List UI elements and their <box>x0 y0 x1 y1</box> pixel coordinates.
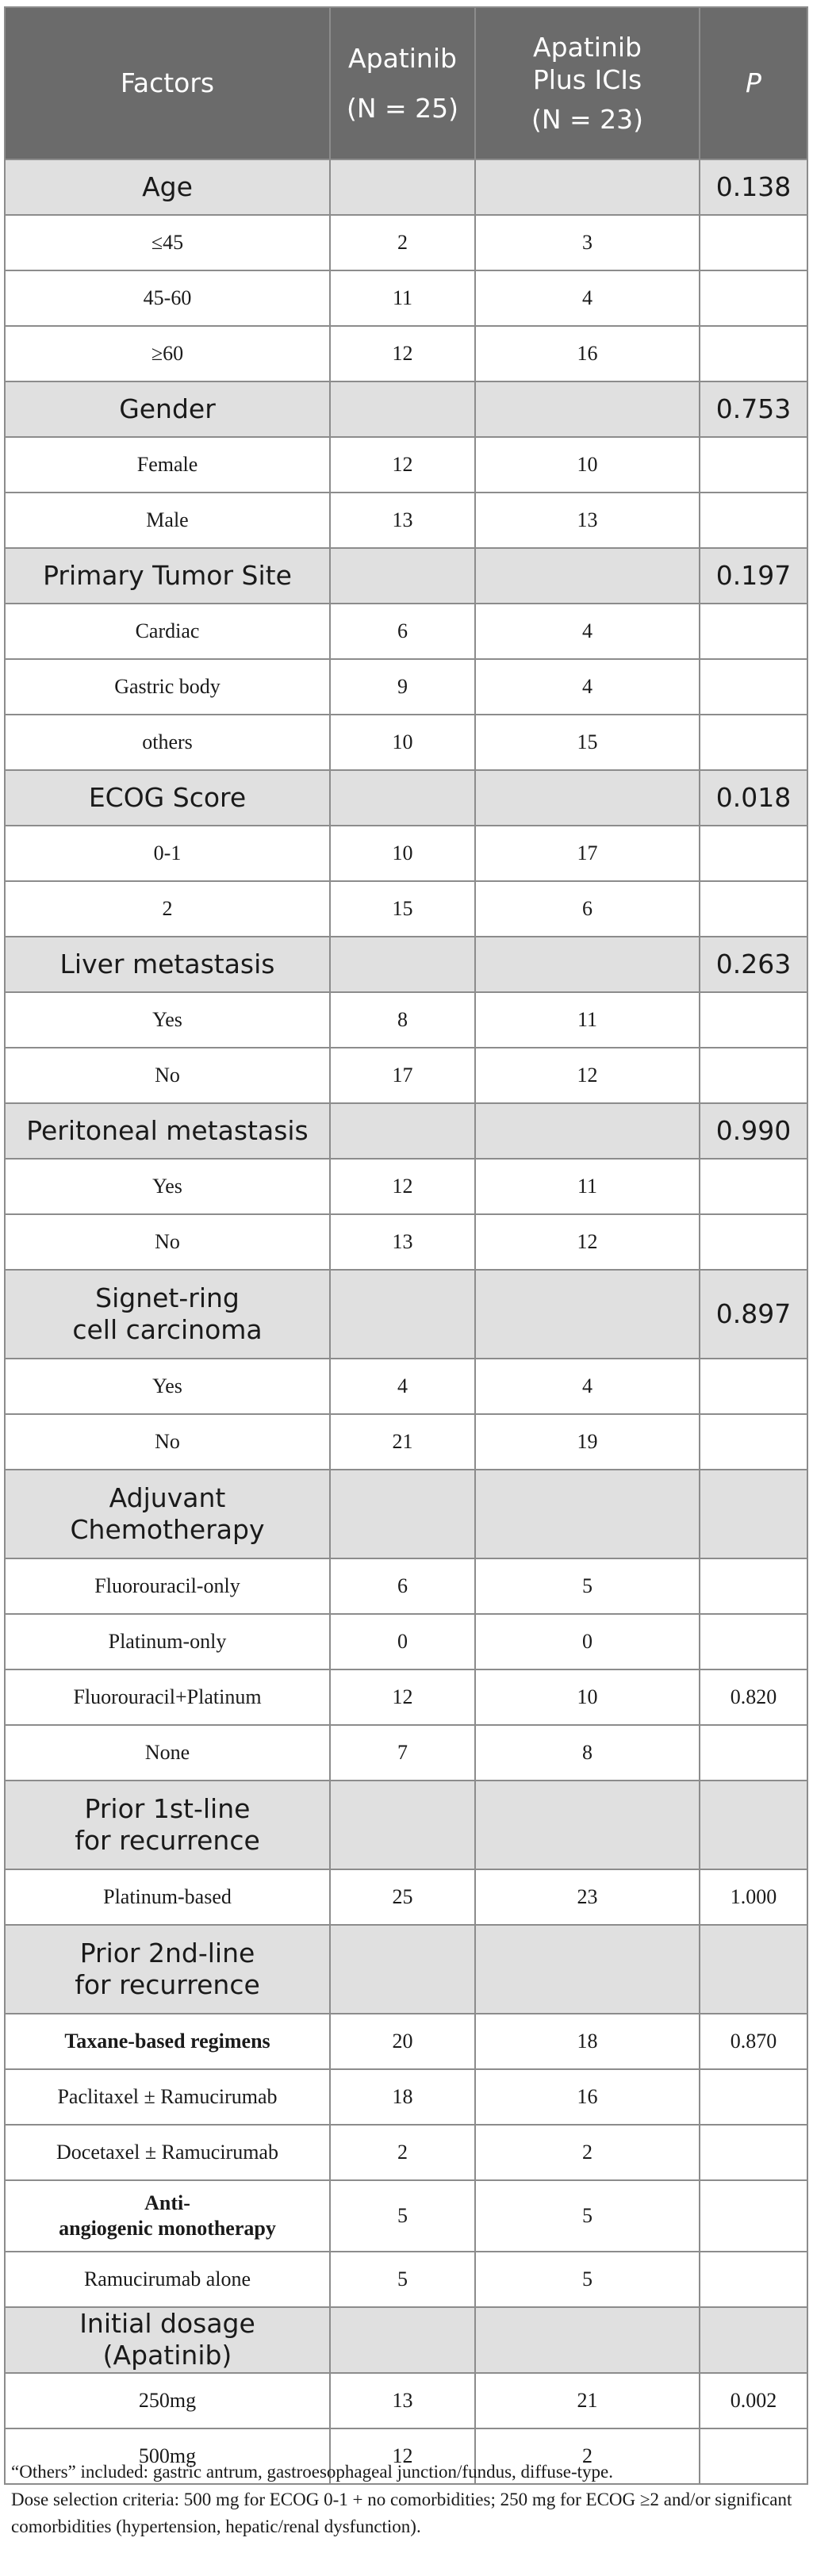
header-apatinib-plus-icis-title-2: Plus ICIs <box>532 64 642 96</box>
table-row <box>5 2252 807 2307</box>
apatinib-count: 13 <box>330 1214 475 1270</box>
apatinib-count: 17 <box>330 1048 475 1103</box>
apatinib-count: 25 <box>330 1869 475 1925</box>
apatinib-plus-icis-count: 3 <box>475 215 700 270</box>
factor-label: 45-60 <box>5 270 330 326</box>
apatinib-plus-icis-count: 11 <box>475 1159 700 1214</box>
section-row <box>5 548 807 604</box>
apatinib-count: 2 <box>330 2125 475 2180</box>
footnote-dose-criteria: Dose selection criteria: 500 mg for ECOG 0-1 + no comorbidities; 250 mg for ECOG ≥2 and/or significant comorbidities (hypertension, hepatic/renal dysfunction). <box>11 2489 792 2536</box>
table-row <box>5 1159 807 1214</box>
factor-label: Yes <box>5 1359 330 1414</box>
p-value <box>700 1781 807 1869</box>
apatinib-plus-icis-count: 17 <box>475 826 700 881</box>
section-label <box>5 1781 330 1869</box>
apatinib-count: 18 <box>330 2069 475 2125</box>
factor-label: Cardiac <box>5 604 330 659</box>
p-value <box>700 1214 807 1270</box>
apatinib-plus-icis-count: 11 <box>475 992 700 1048</box>
apatinib-plus-icis-count: 8 <box>475 1725 700 1781</box>
section-label <box>5 1270 330 1359</box>
section-label <box>5 1925 330 2014</box>
factor-label: 0-1 <box>5 826 330 881</box>
factor-label-line: Adjuvant <box>109 1482 226 1513</box>
factor-label: others <box>5 715 330 770</box>
header-factors: Factors <box>5 7 330 159</box>
table-row <box>5 604 807 659</box>
p-value <box>700 270 807 326</box>
table-row <box>5 659 807 715</box>
section-label: Liver metastasis <box>5 937 330 992</box>
factor-label <box>5 2180 330 2252</box>
p-value: 0.753 <box>700 381 807 437</box>
table-row <box>5 1725 807 1781</box>
footnote-others: “Others” included: gastric antrum, gastroesophageal junction/fundus, diffuse-type. <box>11 2462 613 2482</box>
p-value <box>700 826 807 881</box>
apatinib-plus-icis-count <box>475 159 700 215</box>
apatinib-plus-icis-count: 6 <box>475 881 700 937</box>
p-value <box>700 1558 807 1614</box>
section-row <box>5 770 807 826</box>
p-value: 1.000 <box>700 1869 807 1925</box>
apatinib-count: 12 <box>330 2428 475 2484</box>
apatinib-plus-icis-count: 12 <box>475 1048 700 1103</box>
apatinib-count <box>330 381 475 437</box>
apatinib-count <box>330 1470 475 1558</box>
apatinib-plus-icis-count <box>475 381 700 437</box>
factor-label-line: Prior 1st-line <box>84 1792 251 1824</box>
section-row <box>5 381 807 437</box>
p-value: 0.990 <box>700 1103 807 1159</box>
p-value <box>700 2307 807 2373</box>
factor-label: Yes <box>5 1159 330 1214</box>
apatinib-plus-icis-count <box>475 2307 700 2373</box>
p-value <box>700 326 807 381</box>
apatinib-count: 15 <box>330 881 475 937</box>
apatinib-plus-icis-count: 5 <box>475 2252 700 2307</box>
apatinib-count: 2 <box>330 215 475 270</box>
p-value <box>700 2125 807 2180</box>
apatinib-count <box>330 548 475 604</box>
table-row <box>5 2014 807 2069</box>
apatinib-count <box>330 1103 475 1159</box>
factor-label: Taxane-based regimens <box>5 2014 330 2069</box>
p-value <box>700 1470 807 1558</box>
p-value: 0.002 <box>700 2373 807 2428</box>
apatinib-count: 6 <box>330 1558 475 1614</box>
apatinib-count <box>330 1925 475 2014</box>
p-value <box>700 881 807 937</box>
apatinib-count: 13 <box>330 493 475 548</box>
apatinib-count <box>330 770 475 826</box>
factor-label: Paclitaxel ± Ramucirumab <box>5 2069 330 2125</box>
apatinib-plus-icis-count: 4 <box>475 604 700 659</box>
table-row <box>5 1558 807 1614</box>
apatinib-plus-icis-count: 21 <box>475 2373 700 2428</box>
factor-label: Female <box>5 437 330 493</box>
section-label: Age <box>5 159 330 215</box>
table-row <box>5 1214 807 1270</box>
factor-label: Yes <box>5 992 330 1048</box>
p-value <box>700 1048 807 1103</box>
section-row <box>5 159 807 215</box>
apatinib-count: 11 <box>330 270 475 326</box>
table-row <box>5 2180 807 2252</box>
p-value <box>700 1159 807 1214</box>
factor-label: Platinum-based <box>5 1869 330 1925</box>
p-value <box>700 1725 807 1781</box>
apatinib-count: 13 <box>330 2373 475 2428</box>
apatinib-plus-icis-count <box>475 548 700 604</box>
p-value <box>700 604 807 659</box>
apatinib-count: 12 <box>330 437 475 493</box>
table-row <box>5 1359 807 1414</box>
apatinib-plus-icis-count: 15 <box>475 715 700 770</box>
apatinib-count <box>330 937 475 992</box>
section-row <box>5 2307 807 2373</box>
apatinib-count: 8 <box>330 992 475 1048</box>
factor-label: Docetaxel ± Ramucirumab <box>5 2125 330 2180</box>
p-value <box>700 437 807 493</box>
header-apatinib-n: (N = 25) <box>346 93 459 124</box>
section-label: ECOG Score <box>5 770 330 826</box>
header-apatinib-plus-icis-title-1: Apatinib <box>533 32 642 63</box>
factor-label: Male <box>5 493 330 548</box>
section-label: Initial dosage (Apatinib) <box>5 2307 330 2373</box>
apatinib-count: 5 <box>330 2180 475 2252</box>
table-body <box>5 159 807 2484</box>
apatinib-count <box>330 2307 475 2373</box>
factor-label-line: Chemotherapy <box>70 1514 265 1545</box>
factor-label: No <box>5 1048 330 1103</box>
factor-label: Platinum-only <box>5 1614 330 1669</box>
section-label <box>5 1470 330 1558</box>
factor-label: 250mg <box>5 2373 330 2428</box>
apatinib-plus-icis-count: 2 <box>475 2428 700 2484</box>
factor-label-line: Signet-ring <box>95 1282 240 1313</box>
p-value: 0.263 <box>700 937 807 992</box>
apatinib-count: 6 <box>330 604 475 659</box>
apatinib-plus-icis-count: 10 <box>475 437 700 493</box>
p-value: 0.197 <box>700 548 807 604</box>
apatinib-count: 12 <box>330 326 475 381</box>
table-row <box>5 1048 807 1103</box>
apatinib-count: 5 <box>330 2252 475 2307</box>
section-row <box>5 937 807 992</box>
apatinib-count: 20 <box>330 2014 475 2069</box>
table-row <box>5 881 807 937</box>
factor-label: Ramucirumab alone <box>5 2252 330 2307</box>
p-value <box>700 2069 807 2125</box>
table-row <box>5 2125 807 2180</box>
apatinib-count: 12 <box>330 1159 475 1214</box>
table-row <box>5 493 807 548</box>
section-row <box>5 1925 807 2014</box>
p-value <box>700 1414 807 1470</box>
table-row <box>5 326 807 381</box>
apatinib-plus-icis-count: 16 <box>475 2069 700 2125</box>
header-p-value: P <box>700 7 807 159</box>
apatinib-count <box>330 1270 475 1359</box>
table-row <box>5 270 807 326</box>
table-row <box>5 2069 807 2125</box>
apatinib-plus-icis-count: 10 <box>475 1669 700 1725</box>
apatinib-count: 10 <box>330 715 475 770</box>
section-row <box>5 1470 807 1558</box>
apatinib-plus-icis-count: 18 <box>475 2014 700 2069</box>
apatinib-plus-icis-count: 0 <box>475 1614 700 1669</box>
p-value <box>700 2180 807 2252</box>
p-value: 0.138 <box>700 159 807 215</box>
factor-label-line: for recurrence <box>75 1969 260 2000</box>
table-row <box>5 992 807 1048</box>
apatinib-count: 21 <box>330 1414 475 1470</box>
factor-label-line: cell carcinoma <box>72 1314 263 1345</box>
p-value: 0.897 <box>700 1270 807 1359</box>
apatinib-count: 7 <box>330 1725 475 1781</box>
p-value <box>700 992 807 1048</box>
apatinib-count: 12 <box>330 1669 475 1725</box>
table-row <box>5 215 807 270</box>
factor-label-line: Prior 2nd-line <box>79 1937 255 1968</box>
apatinib-count <box>330 159 475 215</box>
factor-label: ≤45 <box>5 215 330 270</box>
p-value <box>700 1614 807 1669</box>
p-value: 0.820 <box>700 1669 807 1725</box>
p-value: 0.018 <box>700 770 807 826</box>
section-row <box>5 1103 807 1159</box>
apatinib-plus-icis-count: 23 <box>475 1869 700 1925</box>
apatinib-plus-icis-count <box>475 1470 700 1558</box>
apatinib-plus-icis-count: 5 <box>475 2180 700 2252</box>
p-value <box>700 715 807 770</box>
factor-label: Fluorouracil-only <box>5 1558 330 1614</box>
apatinib-plus-icis-count: 19 <box>475 1414 700 1470</box>
table-row <box>5 1669 807 1725</box>
table-row <box>5 1869 807 1925</box>
footnotes <box>11 2459 804 2541</box>
baseline-characteristics-table <box>4 6 808 2485</box>
apatinib-plus-icis-count: 12 <box>475 1214 700 1270</box>
apatinib-plus-icis-count: 4 <box>475 1359 700 1414</box>
section-row <box>5 1270 807 1359</box>
apatinib-plus-icis-count <box>475 937 700 992</box>
factor-label: Fluorouracil+Platinum <box>5 1669 330 1725</box>
header-apatinib-title: Apatinib <box>348 42 457 74</box>
p-value <box>700 1359 807 1414</box>
apatinib-plus-icis-count: 2 <box>475 2125 700 2180</box>
header-apatinib <box>330 7 475 159</box>
apatinib-count: 10 <box>330 826 475 881</box>
apatinib-count: 4 <box>330 1359 475 1414</box>
apatinib-plus-icis-count: 4 <box>475 659 700 715</box>
factor-label-line: Anti- <box>144 2191 190 2215</box>
section-label: Peritoneal metastasis <box>5 1103 330 1159</box>
factor-label: ≥60 <box>5 326 330 381</box>
p-value <box>700 659 807 715</box>
apatinib-plus-icis-count: 4 <box>475 270 700 326</box>
table-row <box>5 826 807 881</box>
apatinib-plus-icis-count <box>475 1103 700 1159</box>
section-label: Primary Tumor Site <box>5 548 330 604</box>
factor-label: No <box>5 1214 330 1270</box>
factor-label: 2 <box>5 881 330 937</box>
apatinib-plus-icis-count <box>475 1781 700 1869</box>
apatinib-plus-icis-count <box>475 1925 700 2014</box>
p-value <box>700 215 807 270</box>
table-row <box>5 1614 807 1669</box>
p-value <box>700 2252 807 2307</box>
apatinib-count: 0 <box>330 1614 475 1669</box>
table-row <box>5 437 807 493</box>
table-header-row <box>5 7 807 159</box>
section-label: Gender <box>5 381 330 437</box>
factor-label-line: for recurrence <box>75 1825 260 1856</box>
factor-label-line: angiogenic monotherapy <box>59 2217 276 2240</box>
table-row <box>5 1414 807 1470</box>
header-apatinib-plus-icis <box>475 7 700 159</box>
apatinib-plus-icis-count: 13 <box>475 493 700 548</box>
table-row <box>5 2373 807 2428</box>
p-value <box>700 493 807 548</box>
factor-label: None <box>5 1725 330 1781</box>
apatinib-plus-icis-count: 16 <box>475 326 700 381</box>
apatinib-count: 9 <box>330 659 475 715</box>
section-row <box>5 1781 807 1869</box>
factor-label: Gastric body <box>5 659 330 715</box>
apatinib-count <box>330 1781 475 1869</box>
apatinib-plus-icis-count <box>475 770 700 826</box>
p-value: 0.870 <box>700 2014 807 2069</box>
apatinib-plus-icis-count <box>475 1270 700 1359</box>
factor-label: No <box>5 1414 330 1470</box>
table-row <box>5 715 807 770</box>
apatinib-plus-icis-count: 5 <box>475 1558 700 1614</box>
factor-label: 500mg <box>5 2428 330 2484</box>
p-value <box>700 1925 807 2014</box>
header-apatinib-plus-icis-n: (N = 23) <box>531 103 644 135</box>
